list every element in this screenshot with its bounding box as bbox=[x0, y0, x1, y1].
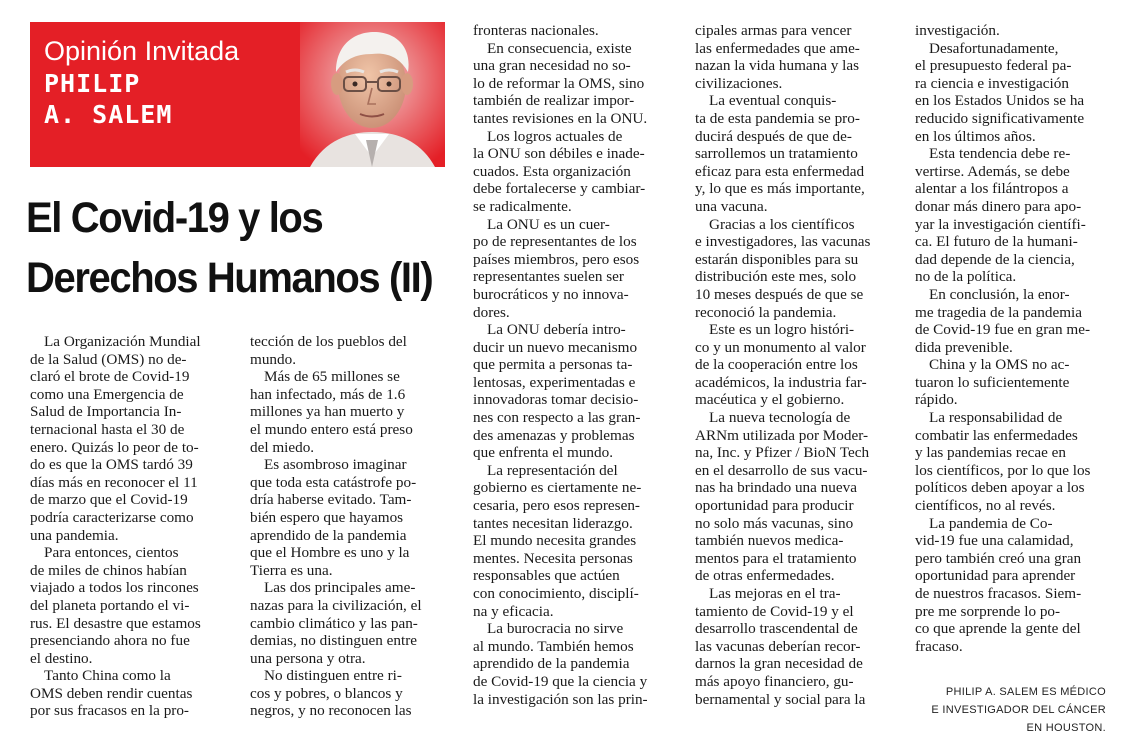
text-line: de la cooperación entre los bbox=[695, 356, 858, 374]
text-line: y las pandemias recae en bbox=[915, 444, 1066, 462]
text-line: en los últimos años. bbox=[915, 127, 1036, 145]
text-line: tantes necesitan liderazgo. bbox=[473, 514, 633, 532]
article-column bbox=[695, 22, 870, 708]
text-line: do es que la OMS tardó 39 bbox=[30, 456, 193, 474]
text-line: países miembros, pero esos bbox=[473, 250, 640, 268]
credit-line: E INVESTIGADOR DEL CÁNCER bbox=[931, 704, 1106, 716]
text-line: me tragedia de la pandemia bbox=[915, 303, 1082, 321]
text-line: Salud de Importancia In- bbox=[30, 403, 182, 421]
article-column bbox=[915, 22, 1090, 655]
text-line: el presupuesto federal pa- bbox=[915, 57, 1072, 75]
text-line: na y eficacia. bbox=[473, 602, 554, 620]
text-line: cos y pobres, o blancos y bbox=[250, 684, 403, 702]
text-line: La nueva tecnología de bbox=[709, 409, 851, 427]
text-line: Para entonces, cientos bbox=[44, 544, 179, 562]
text-line: también de realizar impor- bbox=[473, 92, 635, 110]
text-line: Gracias a los científicos bbox=[709, 215, 855, 233]
text-line: de otras enfermedades. bbox=[695, 567, 835, 585]
section-label: Opinión Invitada bbox=[44, 36, 240, 66]
text-line: Es asombroso imaginar bbox=[264, 456, 407, 474]
text-line: representantes suelen ser bbox=[473, 268, 624, 286]
text-line: Tierra es una. bbox=[250, 561, 333, 579]
text-line: académicos, la industria far- bbox=[695, 373, 867, 391]
text-line: una persona y otra. bbox=[250, 649, 366, 667]
headline-line: Derechos Humanos (II) bbox=[26, 254, 433, 302]
text-line: ra ciencia e investigación bbox=[915, 74, 1069, 92]
text-line: claró el brote de Covid-19 bbox=[30, 368, 190, 386]
text-line: yar la investigación científi- bbox=[915, 215, 1086, 233]
text-line: fronteras nacionales. bbox=[473, 22, 599, 39]
text-line: nazan la vida humana y las bbox=[695, 57, 860, 75]
text-line: la investigación son las prin- bbox=[473, 690, 648, 708]
text-line: investigación. bbox=[915, 22, 1000, 39]
text-line: reducido significativamente bbox=[915, 109, 1085, 127]
headline-line: El Covid-19 y los bbox=[26, 194, 323, 242]
author-credit bbox=[931, 683, 1106, 737]
text-line: fracaso. bbox=[915, 637, 963, 655]
text-line: China y la OMS no ac- bbox=[929, 356, 1070, 374]
text-line: dad depende de la ciencia, bbox=[915, 250, 1075, 268]
text-line: de Covid-19 que la ciencia y bbox=[473, 672, 648, 690]
text-line: Los logros actuales de bbox=[487, 127, 623, 145]
text-line: nes con respecto a las gran- bbox=[473, 409, 641, 427]
text-line: En conclusión, la enor- bbox=[929, 285, 1070, 303]
text-line: dida prevenible. bbox=[915, 338, 1013, 356]
text-line: científicos, no al revés. bbox=[915, 497, 1056, 515]
text-line: por sus fracasos en la pro- bbox=[30, 702, 189, 720]
text-line: con conocimiento, disciplí- bbox=[473, 585, 639, 602]
text-line: La Organización Mundial bbox=[44, 333, 201, 350]
text-line: presenciando ahora no fue bbox=[30, 632, 190, 650]
text-line: oportunidad para producir bbox=[695, 497, 854, 515]
text-line: tuaron lo suficientemente bbox=[915, 373, 1070, 391]
text-line: en el desarrollo de sus vacu- bbox=[695, 461, 868, 479]
text-line: dría haberse evitado. Tam- bbox=[250, 491, 412, 509]
text-line: distribución este mes, solo bbox=[695, 268, 857, 286]
text-line: mentos para el tratamiento bbox=[695, 549, 857, 567]
text-line: civilizaciones. bbox=[695, 74, 783, 92]
text-line: La eventual conquis- bbox=[709, 92, 837, 110]
text-line: podría caracterizarse como bbox=[30, 508, 194, 526]
text-line: mundo. bbox=[250, 350, 296, 368]
text-line: bernamental y social para la bbox=[695, 690, 866, 708]
text-line: reconoció la pandemia. bbox=[695, 303, 837, 321]
text-line: sarrollemos un tratamiento bbox=[695, 145, 858, 163]
text-line: La ONU debería intro- bbox=[487, 321, 626, 339]
text-line: La burocracia no sirve bbox=[487, 620, 624, 638]
text-line: des amenazas y problemas bbox=[473, 426, 635, 444]
text-line: una vacuna. bbox=[695, 197, 768, 215]
text-line: tantes revisiones en la ONU. bbox=[473, 109, 648, 127]
text-line: cipales armas para vencer bbox=[695, 22, 852, 39]
text-line: desarrollo trascendental de bbox=[695, 620, 858, 638]
text-line: Más de 65 millones se bbox=[264, 368, 400, 386]
text-line: como una Emergencia de bbox=[30, 385, 184, 403]
text-line: del planeta portando el vi- bbox=[30, 596, 190, 614]
text-line: que permita a personas ta- bbox=[473, 356, 633, 374]
text-line: negros, y no reconocen las bbox=[250, 702, 412, 720]
text-line: políticos deben apoyar a los bbox=[915, 479, 1085, 497]
text-line: que toda esta catástrofe po- bbox=[250, 473, 417, 491]
text-line: más apoyo financiero, gu- bbox=[695, 672, 854, 690]
author-name-line: A. SALEM bbox=[44, 100, 173, 129]
text-line: La pandemia de Co- bbox=[929, 514, 1053, 532]
text-line: bién espero que hayamos bbox=[250, 508, 404, 526]
text-line: cambio climático y las pan- bbox=[250, 614, 418, 632]
text-line: tección de los pueblos del bbox=[250, 333, 407, 350]
text-line: días más en reconocer el 11 bbox=[30, 473, 198, 491]
text-line: vertirse. Además, se debe bbox=[915, 162, 1070, 180]
text-line: po de representantes de los bbox=[473, 233, 637, 251]
text-line: viajado a todos los rincones bbox=[30, 579, 199, 597]
text-line: La responsabilidad de bbox=[929, 409, 1063, 427]
text-line: al mundo. También hemos bbox=[473, 637, 634, 655]
text-line: y, lo que es más importante, bbox=[695, 180, 865, 198]
text-line: aprendido de la pandemia bbox=[250, 526, 407, 544]
text-line: las vacunas deberían recor- bbox=[695, 637, 861, 655]
text-line: oportunidad para aprender bbox=[915, 567, 1076, 585]
text-line: vid-19 fue una calamidad, bbox=[915, 532, 1074, 550]
text-line: de nuestros fracasos. Siem- bbox=[915, 585, 1082, 602]
text-line: ca. El futuro de la humani- bbox=[915, 233, 1078, 251]
article-headline bbox=[26, 188, 433, 308]
text-line: una pandemia. bbox=[30, 526, 119, 544]
article-column bbox=[473, 22, 648, 708]
text-line: na, Inc. y Pfizer / BioN Tech bbox=[695, 444, 870, 462]
author-name bbox=[44, 68, 172, 130]
text-line: co que aprende la gente del bbox=[915, 620, 1081, 638]
text-line: que el Hombre es uno y la bbox=[250, 544, 410, 562]
text-line: de la Salud (OMS) no de- bbox=[30, 350, 187, 368]
text-line: se radicalmente. bbox=[473, 197, 572, 215]
text-line: Este es un logro históri- bbox=[709, 321, 855, 339]
text-line: demias, no distinguen entre bbox=[250, 632, 418, 650]
text-line: tamiento de Covid-19 y el bbox=[695, 602, 854, 620]
text-line: gobierno es ciertamente ne- bbox=[473, 479, 642, 497]
text-line: han infectado, más de 1.6 bbox=[250, 385, 406, 403]
text-line: donar más dinero para apo- bbox=[915, 197, 1082, 215]
text-line: combatir las enfermedades bbox=[915, 426, 1078, 444]
text-line: no de la política. bbox=[915, 268, 1017, 286]
text-line: la ONU son débiles e inade- bbox=[473, 145, 645, 163]
text-line: En consecuencia, existe bbox=[487, 39, 632, 57]
text-line: Las mejoras en el tra- bbox=[709, 585, 841, 602]
text-line: eficaz para esta enfermedad bbox=[695, 162, 865, 180]
text-line: cesaria, pero esos represen- bbox=[473, 497, 640, 515]
text-line: de marzo que el Covid-19 bbox=[30, 491, 188, 509]
text-line: que enfrenta el mundo. bbox=[473, 444, 614, 462]
text-line: pre me sorprende lo po- bbox=[915, 602, 1061, 620]
text-line: lo de reformar la OMS, sino bbox=[473, 74, 645, 92]
text-line: No distinguen entre ri- bbox=[264, 667, 402, 685]
text-line: La representación del bbox=[487, 461, 618, 479]
text-line: pero también creó una gran bbox=[915, 549, 1082, 567]
text-line: rápido. bbox=[915, 391, 958, 409]
author-portrait bbox=[300, 22, 445, 167]
article-column bbox=[250, 333, 422, 720]
credit-line: PHILIP A. SALEM ES MÉDICO bbox=[945, 686, 1106, 698]
text-line: alentar a los filántropos a bbox=[915, 180, 1069, 198]
text-line: ternacional hasta el 30 de bbox=[30, 420, 185, 438]
text-line: de Covid-19 fue en gran me- bbox=[915, 321, 1091, 339]
text-line: lentosas, experimentadas e bbox=[473, 373, 636, 391]
text-line: estarán disponibles para su bbox=[695, 250, 859, 268]
text-line: de miles de chinos habían bbox=[30, 561, 187, 579]
author-name-line: PHILIP bbox=[44, 69, 141, 98]
opinion-banner bbox=[30, 22, 445, 167]
text-line: ARNm utilizada por Moder- bbox=[695, 426, 869, 444]
text-line: nas ha brindado una nueva bbox=[695, 479, 857, 497]
text-line: el destino. bbox=[30, 649, 93, 667]
text-line: ducir un nuevo mecanismo bbox=[473, 338, 638, 356]
text-line: mentes. Necesita personas bbox=[473, 549, 633, 567]
text-line: Tanto China como la bbox=[44, 667, 171, 685]
text-line: ducirá después de que de- bbox=[695, 127, 852, 145]
text-line: burocráticos y no innova- bbox=[473, 285, 629, 303]
text-line: los científicos, por lo que los bbox=[915, 461, 1091, 479]
text-line: debe fortalecerse y cambiar- bbox=[473, 180, 646, 198]
text-line: Las dos principales ame- bbox=[264, 579, 416, 597]
text-line: enero. Quizás lo peor de to- bbox=[30, 438, 199, 456]
text-line: co y un monumento al valor bbox=[695, 338, 866, 356]
text-line: nazas para la civilización, el bbox=[250, 596, 422, 614]
text-line: cuados. Esta organización bbox=[473, 162, 631, 180]
text-line: macéutica y el gobierno. bbox=[695, 391, 845, 409]
text-line: millones ya han muerto y bbox=[250, 403, 405, 421]
text-line: del miedo. bbox=[250, 438, 315, 456]
text-line: también nuevos medica- bbox=[695, 532, 844, 550]
text-line: en los Estados Unidos se ha bbox=[915, 92, 1085, 110]
text-line: no solo más vacunas, sino bbox=[695, 514, 854, 532]
text-line: responsables que actúen bbox=[473, 567, 620, 585]
text-line: dores. bbox=[473, 303, 510, 321]
text-line: darnos la gran necesidad de bbox=[695, 655, 863, 673]
text-line: aprendido de la pandemia bbox=[473, 655, 630, 673]
text-line: El mundo necesita grandes bbox=[473, 532, 637, 550]
text-line: las enfermedades que ame- bbox=[695, 39, 860, 57]
text-line: rus. El desastre que estamos bbox=[30, 614, 201, 632]
text-line: innovadoras tomar decisio- bbox=[473, 391, 639, 409]
text-line: 10 meses después de que se bbox=[695, 285, 864, 303]
text-line: ta de esta pandemia se pro- bbox=[695, 109, 860, 127]
article-column bbox=[30, 333, 201, 720]
credit-line: EN HOUSTON. bbox=[1026, 722, 1106, 734]
text-line: La ONU es un cuer- bbox=[487, 215, 610, 233]
text-line: OMS deben rendir cuentas bbox=[30, 684, 193, 702]
text-line: Esta tendencia debe re- bbox=[929, 145, 1071, 163]
text-line: Desafortunadamente, bbox=[929, 39, 1059, 57]
text-line: e investigadores, las vacunas bbox=[695, 233, 871, 251]
text-line: una gran necesidad no so- bbox=[473, 57, 631, 75]
text-line: el mundo entero está preso bbox=[250, 420, 413, 438]
